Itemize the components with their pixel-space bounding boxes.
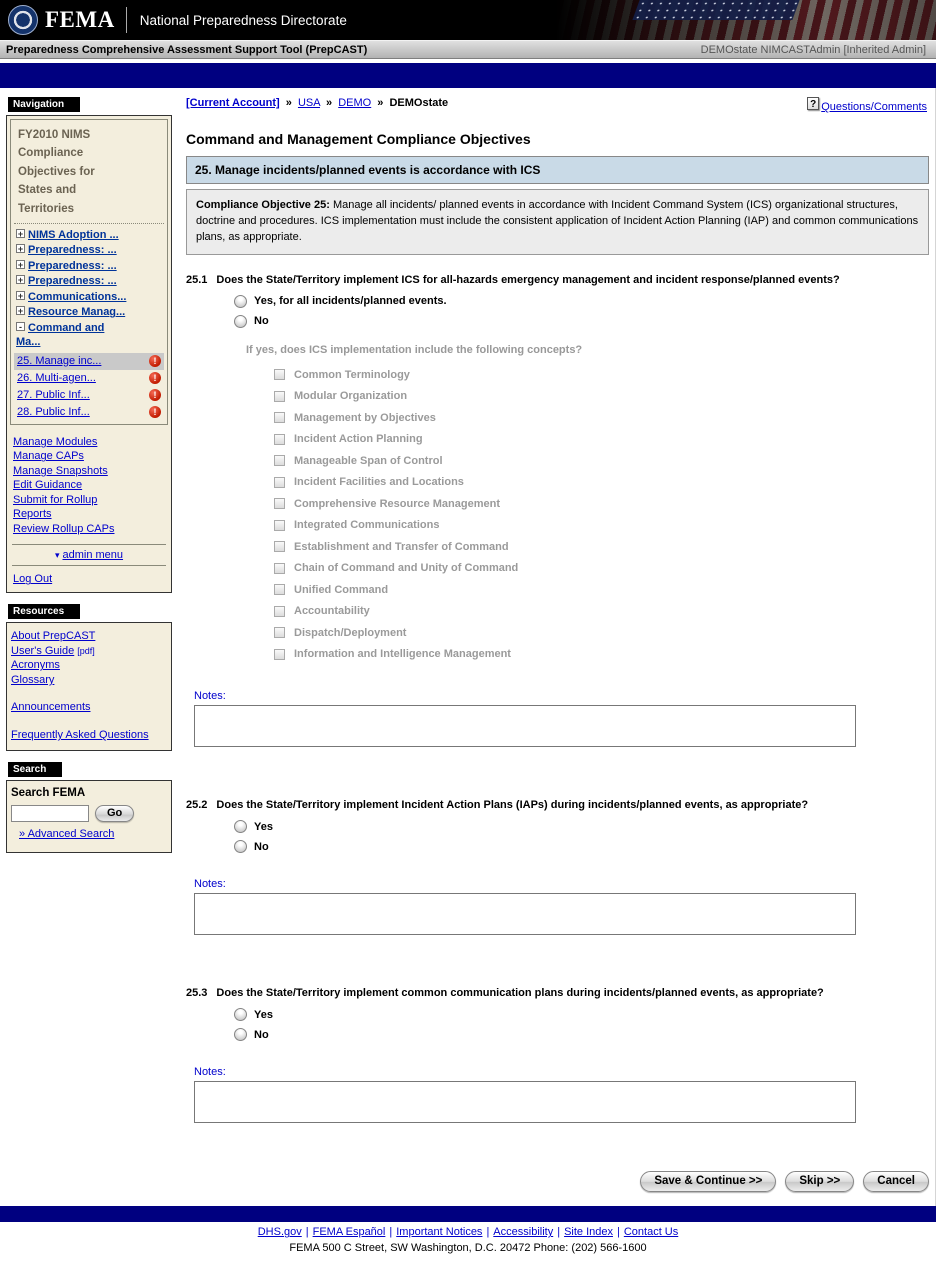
options-25-1 <box>234 295 929 328</box>
tree-item-command-and-management[interactable] <box>14 321 118 351</box>
objective-text: Manage all incidents/ planned events in accordance with Incident Command System (ICS) organizational structures, doctrine and procedures. ICS implementation must include the consistent application of Incident Action Planning (IAP) and common communications plans, as appropriate. <box>196 199 919 243</box>
questions-comments-link[interactable]: Questions/Comments <box>821 101 927 113</box>
objective-label: Compliance Objective 25: <box>196 199 330 211</box>
reports-link[interactable]: Reports <box>13 508 52 521</box>
concept-label: Manageable Span of Control <box>294 454 443 467</box>
footer-separator: | <box>389 1226 393 1239</box>
help-area <box>807 97 927 113</box>
breadcrumb-row <box>186 95 929 113</box>
notes-textarea-25-1[interactable] <box>194 705 856 747</box>
question-25-2 <box>186 799 929 811</box>
tree-title: FY2010 NIMS Compliance Objectives for States and Territories <box>18 129 95 215</box>
site-header <box>0 0 936 40</box>
option-label: Yes, for all incidents/planned events. <box>254 295 447 308</box>
expand-icon[interactable]: + <box>17 306 24 317</box>
objectives-tree <box>10 119 168 425</box>
users-guide-link[interactable]: User's Guide <box>11 644 75 657</box>
concept-row <box>274 476 929 488</box>
resource-item <box>11 700 167 715</box>
expand-icon[interactable]: + <box>17 228 24 239</box>
edit-guidance-link[interactable]: Edit Guidance <box>13 479 83 492</box>
main-content <box>186 95 929 1206</box>
sidebar-item-objective-26[interactable] <box>14 370 164 387</box>
search-title: Search FEMA <box>11 787 86 800</box>
concept-label: Accountability <box>294 605 370 618</box>
tree-item-resource-management[interactable] <box>14 305 164 321</box>
save-continue-button[interactable]: Save & Continue >> <box>640 1171 776 1192</box>
concept-row <box>274 369 929 381</box>
footer-link-contact-us[interactable]: Contact Us <box>623 1226 679 1239</box>
option-25-1-no[interactable] <box>234 315 929 328</box>
about-prepcast-link[interactable]: About PrepCAST <box>11 630 96 643</box>
concept-row <box>274 412 929 424</box>
footer-address: FEMA 500 C Street, SW Washington, D.C. 20472 Phone: (202) 566-1600 <box>289 1242 647 1255</box>
concept-row <box>274 433 929 445</box>
concept-row <box>274 498 929 510</box>
page-body <box>0 88 936 1206</box>
objective-list <box>14 353 164 421</box>
expand-icon[interactable]: + <box>17 275 24 286</box>
concept-label: Information and Intelligence Management <box>294 648 511 661</box>
admin-menu-toggle[interactable] <box>12 544 166 566</box>
expand-icon[interactable]: + <box>17 259 24 270</box>
footer-separator: | <box>557 1226 561 1239</box>
announcements-link[interactable]: Announcements <box>11 701 91 714</box>
tree-item-preparedness-2[interactable] <box>14 259 164 275</box>
pdf-badge: [pdf] <box>77 645 95 656</box>
checkbox-disabled-icon <box>274 477 285 488</box>
footer-link-dhs-gov[interactable]: DHS.gov <box>257 1226 302 1239</box>
breadcrumb-demo-link[interactable]: DEMO <box>338 97 372 109</box>
tree-item-nims-adoption[interactable] <box>14 228 164 244</box>
sidebar <box>6 95 172 862</box>
concept-label: Modular Organization <box>294 390 408 403</box>
notes-textarea-25-2[interactable] <box>194 893 856 935</box>
search-section-label: Search <box>8 762 62 777</box>
user-status: DEMOstate NIMCASTAdmin [Inherited Admin] <box>700 43 926 56</box>
radio-button-icon[interactable] <box>234 820 247 833</box>
admin-menu-link[interactable]: admin menu <box>62 549 124 562</box>
tree-item-label[interactable]: Communications... <box>28 290 127 303</box>
radio-button-icon[interactable] <box>234 315 247 328</box>
fema-wordmark: FEMA <box>45 7 115 32</box>
question-number: 25.2 <box>186 799 208 812</box>
checkbox-disabled-icon <box>274 434 285 445</box>
tree-item-label[interactable]: Command and Ma... <box>16 321 105 349</box>
sidebar-item-objective-25[interactable] <box>14 353 164 370</box>
breadcrumb-separator: » <box>377 97 384 109</box>
checkbox-disabled-icon <box>274 369 285 380</box>
skip-button[interactable]: Skip >> <box>785 1171 854 1192</box>
checkbox-disabled-icon <box>274 520 285 531</box>
concept-row <box>274 605 929 617</box>
question-number: 25.1 <box>186 273 208 286</box>
search-box <box>6 780 172 853</box>
search-row <box>11 805 167 822</box>
option-label: Yes <box>254 820 273 833</box>
expand-icon[interactable]: + <box>17 290 24 301</box>
us-flag-image <box>556 0 936 40</box>
concept-label: Common Terminology <box>294 368 410 381</box>
footer-separator: | <box>305 1226 309 1239</box>
form-buttons <box>186 1171 929 1192</box>
concept-row <box>274 519 929 531</box>
faq-link[interactable]: Frequently Asked Questions <box>11 728 149 741</box>
manage-caps-link[interactable]: Manage CAPs <box>13 450 84 463</box>
resources-section-label: Resources <box>8 604 80 619</box>
question-25-3 <box>186 987 929 999</box>
concept-label: Management by Objectives <box>294 411 436 424</box>
option-label: No <box>254 1028 269 1041</box>
tree-item-label[interactable]: NIMS Adoption ... <box>28 228 119 241</box>
submit-for-rollup-link[interactable]: Submit for Rollup <box>13 493 98 506</box>
checkbox-disabled-icon <box>274 649 285 660</box>
navigation-section-label: Navigation <box>8 97 80 112</box>
collapse-icon[interactable]: - <box>16 322 25 331</box>
concept-row <box>274 390 929 402</box>
option-25-3-no[interactable] <box>234 1028 929 1041</box>
sidebar-item-objective-27[interactable] <box>14 387 164 404</box>
tree-list <box>14 223 164 351</box>
manage-snapshots-link[interactable]: Manage Snapshots <box>13 464 108 477</box>
notes-label: Notes: <box>194 878 226 891</box>
question-mark-icon[interactable]: ? <box>807 97 819 110</box>
advanced-search-link[interactable]: » Advanced Search <box>19 828 115 841</box>
options-25-3 <box>234 1008 929 1041</box>
cancel-button[interactable]: Cancel <box>863 1171 929 1192</box>
question-text: Does the State/Territory implement ICS for all-hazards emergency management and incident response/planned events? <box>216 273 840 286</box>
question-text: Does the State/Territory implement common communication plans during incidents/planned events, as appropriate? <box>216 987 824 1000</box>
breadcrumb-current-account-link[interactable]: [Current Account] <box>186 97 280 109</box>
log-out-link[interactable]: Log Out <box>13 573 53 586</box>
flag-canton <box>632 0 799 20</box>
app-title-bar <box>0 40 936 59</box>
objective-link[interactable]: 26. Multi-agen... <box>17 371 96 384</box>
objective-link[interactable]: 27. Public Inf... <box>17 388 90 401</box>
review-rollup-caps-link[interactable]: Review Rollup CAPs <box>13 522 115 535</box>
tree-item-label[interactable]: Preparedness: ... <box>28 259 117 272</box>
radio-button-icon[interactable] <box>234 1028 247 1041</box>
footer-link-accessibility[interactable]: Accessibility <box>493 1226 554 1239</box>
footer-link-site-index[interactable]: Site Index <box>564 1226 613 1239</box>
checkbox-disabled-icon <box>274 455 285 466</box>
concept-label: Comprehensive Resource Management <box>294 497 501 510</box>
checkbox-disabled-icon <box>274 606 285 617</box>
breadcrumb-separator: » <box>326 97 333 109</box>
options-25-2 <box>234 820 929 853</box>
logout-row <box>10 566 168 589</box>
expand-icon[interactable]: + <box>17 244 24 255</box>
admin-links <box>10 425 168 537</box>
resource-item <box>11 728 167 743</box>
concept-row <box>274 455 929 467</box>
checkbox-disabled-icon <box>274 627 285 638</box>
warning-icon: ! <box>149 389 161 401</box>
tree-item-label[interactable]: Preparedness: ... <box>28 244 117 257</box>
caret-down-icon: ▾ <box>54 550 60 561</box>
checkbox-disabled-icon <box>274 563 285 574</box>
concept-row <box>274 627 929 639</box>
checkbox-disabled-icon <box>274 584 285 595</box>
footer-link-fema-espanol[interactable]: FEMA Español <box>312 1226 386 1239</box>
concept-label: Incident Facilities and Locations <box>294 476 464 489</box>
resource-item <box>11 673 167 688</box>
go-button[interactable]: Go <box>95 805 134 822</box>
tree-item-preparedness-3[interactable] <box>14 274 164 290</box>
breadcrumb <box>186 97 448 109</box>
directorate-title: National Preparedness Directorate <box>139 12 347 28</box>
warning-icon: ! <box>149 406 161 418</box>
concept-label: Chain of Command and Unity of Command <box>294 562 519 575</box>
option-25-1-yes[interactable] <box>234 295 929 308</box>
resource-item <box>11 658 167 673</box>
objective-link[interactable]: 25. Manage inc... <box>17 354 102 367</box>
dhs-seal-logo <box>8 5 38 35</box>
header-divider <box>126 7 127 33</box>
concept-label: Dispatch/Deployment <box>294 626 407 639</box>
concept-label: Establishment and Transfer of Command <box>294 540 509 553</box>
concept-row <box>274 541 929 553</box>
resource-item <box>11 644 167 659</box>
breadcrumb-usa-link[interactable]: USA <box>297 97 320 109</box>
objective-description-box <box>186 189 929 255</box>
acronyms-link[interactable]: Acronyms <box>11 659 60 672</box>
concept-label: Incident Action Planning <box>294 433 423 446</box>
navy-divider-bar <box>0 63 936 88</box>
site-footer <box>0 1206 936 1261</box>
manage-modules-link[interactable]: Manage Modules <box>13 435 98 448</box>
tree-item-preparedness-1[interactable] <box>14 243 164 259</box>
tree-item-label[interactable]: Preparedness: ... <box>28 275 117 288</box>
search-input[interactable] <box>11 805 89 822</box>
radio-button-icon[interactable] <box>234 840 247 853</box>
page-title: Command and Management Compliance Objectives <box>186 131 531 147</box>
section-header: 25. Manage incidents/planned events is accordance with ICS <box>186 156 929 184</box>
radio-button-icon[interactable] <box>234 1008 247 1021</box>
concept-row <box>274 648 929 660</box>
resources-box <box>6 622 172 751</box>
option-label: Yes <box>254 1008 273 1021</box>
option-label: No <box>254 315 269 328</box>
breadcrumb-current-page: DEMOstate <box>389 97 449 109</box>
option-25-2-yes[interactable] <box>234 820 929 833</box>
option-label: No <box>254 840 269 853</box>
app-title: Preparedness Comprehensive Assessment Support Tool (PrepCAST) <box>6 43 368 56</box>
question-text: Does the State/Territory implement Incident Action Plans (IAPs) during incidents/planned events, as appropriate? <box>216 799 809 812</box>
glossary-link[interactable]: Glossary <box>11 673 55 686</box>
breadcrumb-separator: » <box>285 97 292 109</box>
footer-link-important-notices[interactable]: Important Notices <box>396 1226 483 1239</box>
navigation-box <box>6 115 172 593</box>
footer-separator: | <box>486 1226 490 1239</box>
checkbox-disabled-icon <box>274 391 285 402</box>
tree-item-communications[interactable] <box>14 290 164 306</box>
objective-link[interactable]: 28. Public Inf... <box>17 405 90 418</box>
question-number: 25.3 <box>186 987 208 1000</box>
concept-label: Integrated Communications <box>294 519 440 532</box>
tree-item-label[interactable]: Resource Manag... <box>28 306 126 319</box>
checkbox-disabled-icon <box>274 541 285 552</box>
checkbox-disabled-icon <box>274 498 285 509</box>
footer-navy-bar <box>0 1206 936 1222</box>
notes-textarea-25-3[interactable] <box>194 1081 856 1123</box>
concept-row <box>274 562 929 574</box>
concept-label: Unified Command <box>294 583 389 596</box>
radio-button-icon[interactable] <box>234 295 247 308</box>
concepts-prompt: If yes, does ICS implementation include the following concepts? <box>246 343 583 356</box>
concepts-list <box>274 369 929 661</box>
notes-label: Notes: <box>194 690 226 703</box>
concept-row <box>274 584 929 596</box>
sidebar-item-objective-28[interactable] <box>14 404 164 421</box>
warning-icon: ! <box>149 372 161 384</box>
option-25-3-yes[interactable] <box>234 1008 929 1021</box>
warning-icon: ! <box>149 355 161 367</box>
footer-links <box>0 1222 936 1239</box>
checkbox-disabled-icon <box>274 412 285 423</box>
resource-item <box>11 629 167 644</box>
option-25-2-no[interactable] <box>234 840 929 853</box>
notes-label: Notes: <box>194 1066 226 1079</box>
footer-separator: | <box>616 1226 620 1239</box>
question-25-1 <box>186 274 929 286</box>
